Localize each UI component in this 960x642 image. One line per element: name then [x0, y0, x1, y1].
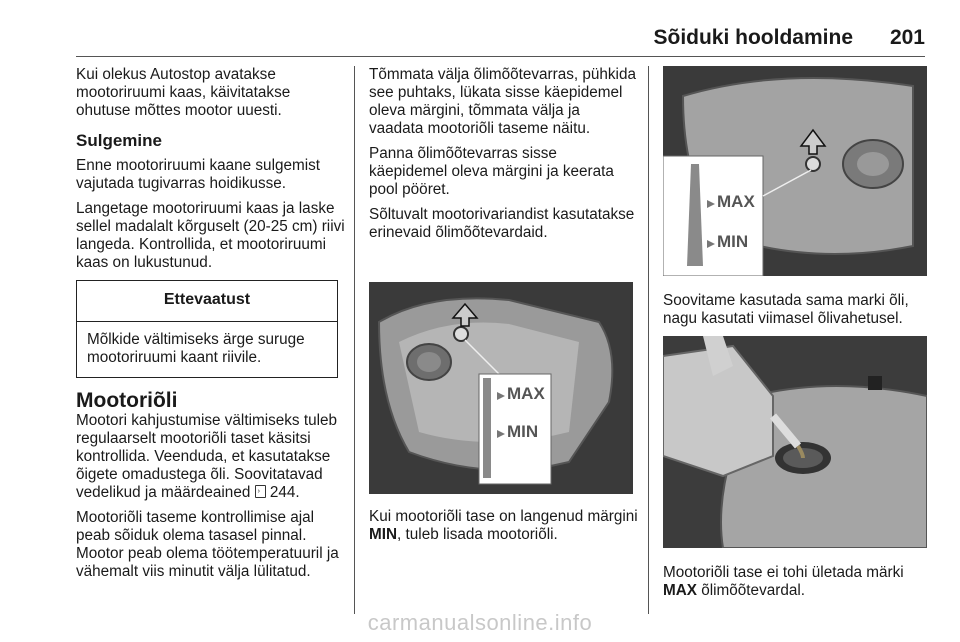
caution-heading: Ettevaatust — [77, 281, 337, 322]
page-reference[interactable]: 244. — [269, 484, 300, 501]
dipstick-figure-2 — [663, 66, 927, 276]
watermark: carmanualsonline.info — [367, 610, 593, 635]
caption-1-text-end: , tuleb lisada mootoriõli. — [397, 526, 558, 543]
page-reference-icon: › — [255, 485, 266, 498]
caution-box — [76, 280, 338, 378]
caption-3-text: Mootoriõli tase ei tohi ületada märki — [663, 564, 904, 581]
dipstick-paragraph-2: Panna õlimõõtevarras sisse käepidemel oleva märgini ja keerata pool pööret. — [369, 145, 614, 198]
oil-brand-text — [663, 292, 933, 335]
engine-oil-paragraph-2: Mootoriõli taseme kontrollimise ajal peab sõiduk olema tasasel pinnal. Mootor peab olema töötemperatuuril ja vähemalt viis minutit välja lülitatud. — [76, 509, 339, 580]
figure-3-caption — [663, 564, 933, 607]
engine-bay-illustration-2 — [663, 66, 927, 276]
caption-1-min: MIN — [369, 526, 398, 543]
closing-paragraph-2: Langetage mootoriruumi kaas ja laske sellel madalalt kõrguselt (20-25 cm) riivi langeda. Kontrollida, et mootoriruumi kaas on lukustunud. — [76, 200, 345, 271]
oil-filling-figure — [663, 336, 927, 548]
dipstick-paragraph-1: Tõmmata välja õlimõõtevarras, pühkida see puhtaks, lükata sisse käepidemel oleva märgini, tõmmata välja ja vaadata mootoriõli taseme näitu. — [369, 66, 636, 137]
caption-3-max: MAX — [663, 582, 697, 599]
caption-3-text-end: õlimõõtevardal. — [697, 582, 805, 599]
min-mark-label-1: MIN — [507, 422, 539, 441]
engine-oil-heading: Mootoriõli — [76, 389, 178, 412]
max-mark-label-1: MAX — [507, 384, 545, 403]
page-title: Sõiduki hooldamine — [653, 26, 853, 49]
header-rule — [76, 56, 925, 57]
engine-oil-paragraph-1 — [76, 412, 346, 502]
column-middle — [369, 66, 637, 249]
oil-brand-paragraph: Soovitame kasutada sama marki õli, nagu kasutati viimasel õlivahetusel. — [663, 292, 909, 327]
column-divider-1 — [354, 66, 355, 614]
max-mark-label-2: MAX — [717, 192, 755, 211]
caption-1-text: Kui mootoriõli tase on langenud märgini — [369, 508, 638, 525]
engine-bay-illustration-1 — [369, 282, 633, 494]
figure-1-caption — [369, 508, 639, 551]
page-header — [0, 26, 925, 56]
column-left — [76, 66, 346, 588]
dipstick-paragraph-3: Sõltuvalt mootorivariandist kasutatakse erinevaid õlimõõtevardaid. — [369, 206, 635, 241]
caution-text: Mõlkide vältimiseks ärge suruge mootoriruumi kaant riivile. — [87, 331, 305, 366]
autostop-paragraph: Kui olekus Autostop avatakse mootoriruumi kaas, käivitatakse ohutuse mõttes mootor uuesti. — [76, 66, 291, 119]
column-divider-2 — [648, 66, 649, 614]
engine-oil-text: Mootori kahjustumise vältimiseks tuleb regulaarselt mootoriõli taset käsitsi kontrollida. Veenduda, et kasutatakse õigete omadustega õli. Soovitatavad vedelikud ja määrdeained — [76, 412, 337, 501]
closing-paragraph-1: Enne mootoriruumi kaane sulgemist vajutada tugivarras hoidikusse. — [76, 157, 321, 192]
closing-heading: Sulgemine — [76, 131, 162, 150]
oil-filling-illustration — [663, 336, 927, 548]
min-mark-label-2: MIN — [717, 232, 749, 251]
dipstick-figure-1 — [369, 282, 633, 494]
page-number: 201 — [889, 26, 925, 49]
